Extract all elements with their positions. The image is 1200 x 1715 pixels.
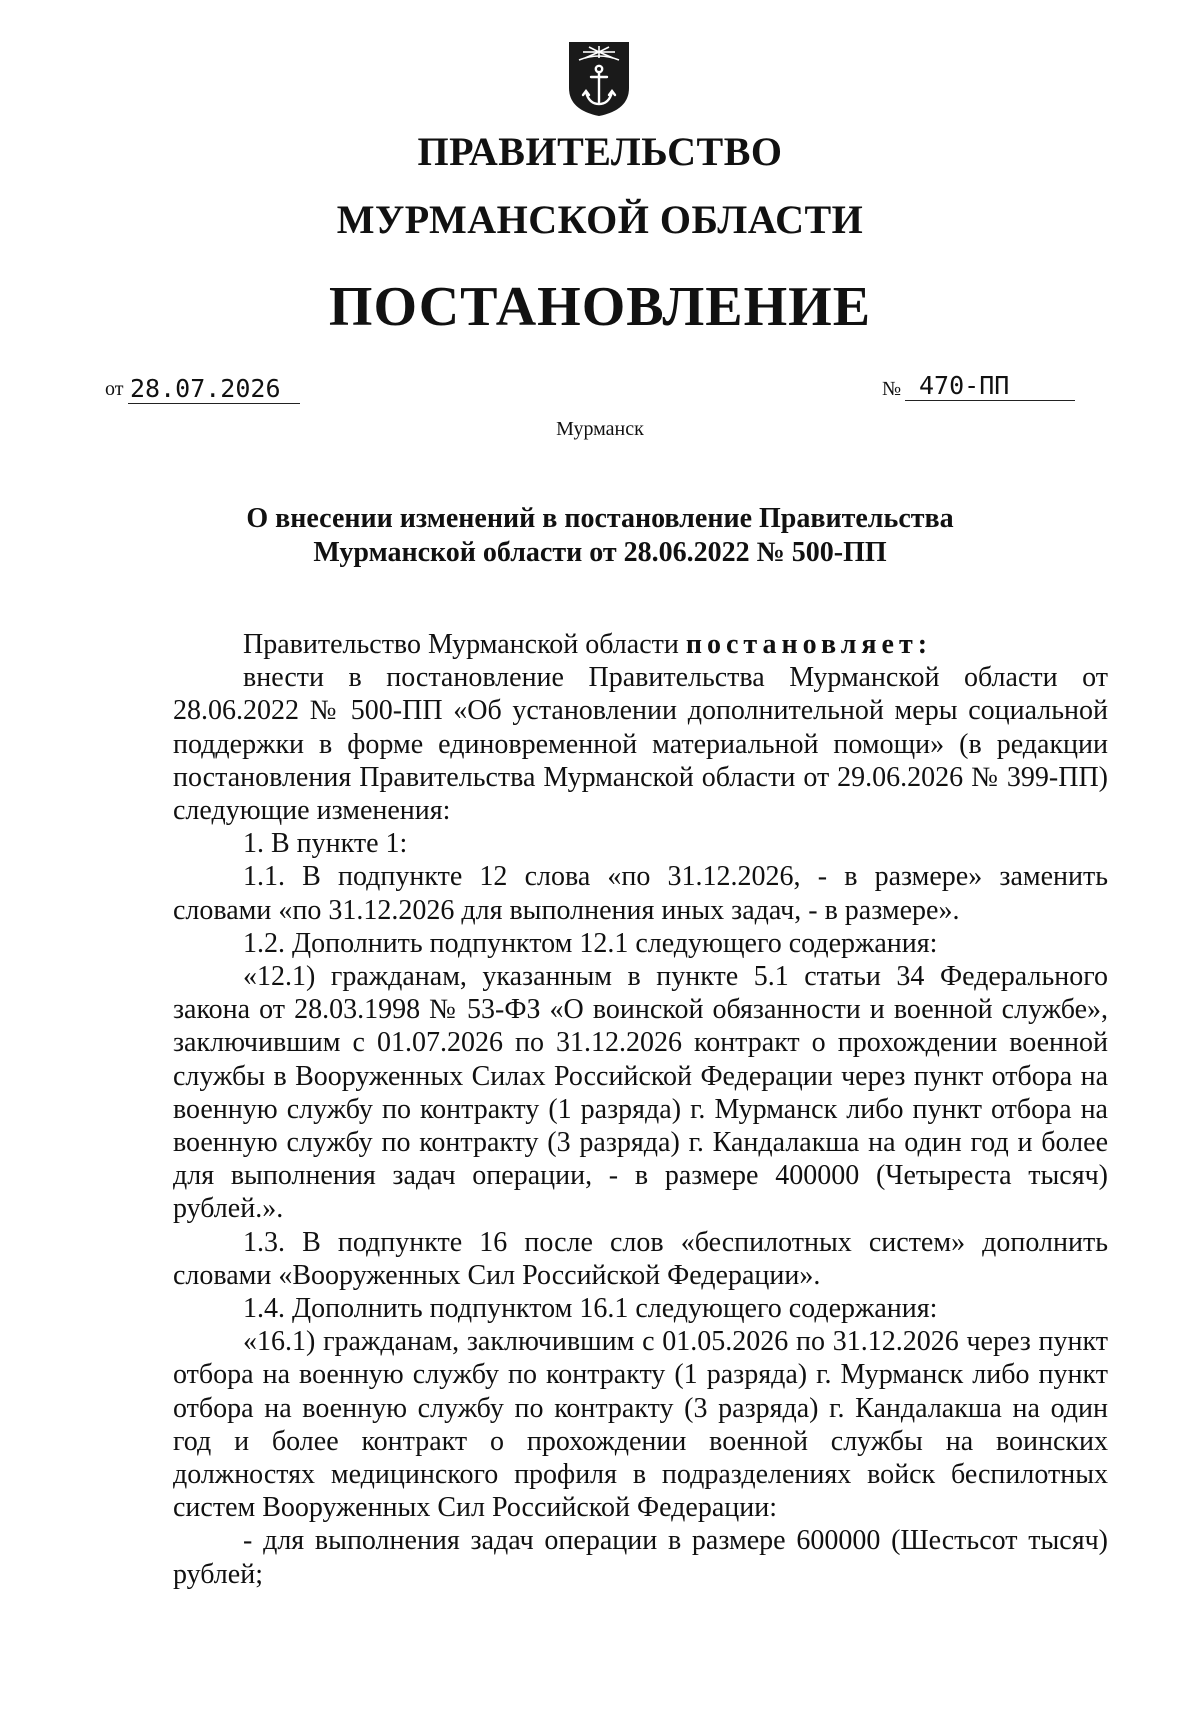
paragraph-9: - для выполнения задач операции в размере 600000 (Шестьсот тысяч) рублей;: [173, 1525, 1108, 1590]
paragraph-6: 1.3. В подпункте 16 после слов «беспилотных систем» дополнить словами «Вооруженных Сил Российской Федерации».: [173, 1226, 1108, 1291]
title-line1: О внесении изменений в постановление Правительства: [246, 503, 954, 534]
document-date: 28.07.2026: [128, 375, 300, 404]
paragraph-8: «16.1) гражданам, заключившим с 01.05.2026 по 31.12.2026 через пункт отбора на военную службу по контракту (1 разряда) г. Мурманск либо пункт отбора на военную службу по контракту (3 разряда) г. Кандалакша на один год и более контракт о прохождении военной службы на воинских должностях медицинского профиля в подразделениях войск беспилотных систем Вооруженных Сил Российской Федерации:: [173, 1326, 1108, 1524]
paragraph-5: «12.1) гражданам, указанным в пункте 5.1 статьи 34 Федерального закона от 28.03.1998 № 53-ФЗ «О воинской обязанности и военной службе», заключившим с 01.07.2026 по 31.12.2026 контракт о прохождении военной службы в Вооруженных Силах Российской Федерации через пункт отбора на военную службу по контракту (1 разряда) г. Мурманск либо пункт отбора на военную службу по контракту (3 разряда) г. Кандалакша на один год и более для выполнения задач операции, - в размере 400000 (Четыреста тысяч) рублей.».: [173, 961, 1108, 1225]
paragraph-2: 1. В пункте 1:: [243, 828, 408, 860]
document-type: ПОСТАНОВЛЕНИЕ: [328, 276, 872, 338]
paragraph-3: 1.1. В подпункте 12 слова «по 31.12.2026, - в размере» заменить словами «по 31.12.2026 для выполнения иных задач, - в размере».: [173, 861, 1108, 926]
city: Мурманск: [556, 418, 644, 440]
preamble: [173, 628, 1108, 661]
document-number: 470-ПП: [905, 372, 1075, 401]
number-label: №: [882, 378, 902, 400]
org-name-line1: ПРАВИТЕЛЬСТВО: [417, 129, 783, 174]
paragraph-7: 1.4. Дополнить подпунктом 16.1 следующего содержания:: [243, 1293, 938, 1325]
preamble-text: Правительство Мурманской области: [243, 629, 686, 660]
murmansk-coat-of-arms-icon: [567, 38, 631, 118]
date-label: от: [105, 378, 124, 400]
title-line2: Мурманской области от 28.06.2022 № 500-ПП: [313, 537, 887, 568]
preamble-verb: постановляет:: [685, 629, 933, 660]
org-name-line2: МУРМАНСКОЙ ОБЛАСТИ: [336, 197, 864, 242]
paragraph-1: внести в постановление Правительства Мурманской области от 28.06.2022 № 500-ПП «Об установлении дополнительной меры социальной поддержки в форме единовременной материальной помощи» (в редакции постановления Правительства Мурманской области от 29.06.2026 № 399-ПП) следующие изменения:: [173, 662, 1108, 827]
paragraph-4: 1.2. Дополнить подпунктом 12.1 следующего содержания:: [243, 927, 938, 959]
document-title: [0, 502, 1200, 570]
document-body: [173, 628, 1108, 1591]
